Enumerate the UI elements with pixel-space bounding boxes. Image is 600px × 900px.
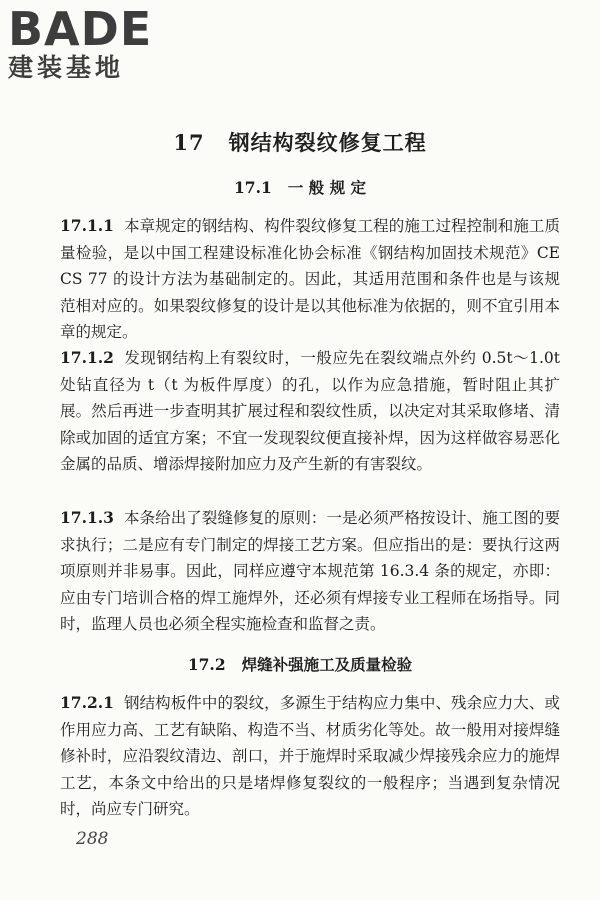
section-number: 17.2 xyxy=(187,655,226,674)
logo xyxy=(8,2,153,82)
clause-text: 发现钢结构上有裂纹时，一般应先在裂纹端点外约 0.5t～1.0t 处钻直径为 t（t 为板件厚度）的孔，以作为应急措施，暂时阻止其扩展。然后再进一步查明其扩展过程和裂纹性质，以决定对其采取修堵、清除或加固的适宜方案；不宜一发现裂纹便直接补焊，因为这样做容易恶化金属的品质、增添焊接附加应力及产生新的有害裂纹。 xyxy=(60,349,560,473)
clause-number: 17.2.1 xyxy=(60,693,114,712)
clause-17-1-1 xyxy=(60,213,560,346)
section-number: 17.1 xyxy=(234,178,272,197)
chapter-title-text: 钢结构裂纹修复工程 xyxy=(228,130,427,155)
section-title-text: 焊缝补强施工及质量检验 xyxy=(241,655,413,674)
clause-text: 本章规定的钢结构、构件裂纹修复工程的施工过程控制和施工质量检验，是以中国工程建设标准化协会标准《钢结构加固技术规范》CECS 77 的设计方法为基础制定的。因此，其适用范围和条件也是与该规范相对应的。如果裂纹修复的设计是以其他标准为依据的，则不宜引用本章的规定。 xyxy=(60,217,560,341)
chapter-number: 17 xyxy=(173,130,205,155)
section-title-17-2 xyxy=(0,654,600,676)
section-title-text: 一 般 规 定 xyxy=(287,178,366,197)
page-number: 288 xyxy=(76,829,109,849)
clause-17-2-1 xyxy=(60,690,560,823)
clause-number: 17.1.3 xyxy=(60,508,114,527)
clause-17-1-2 xyxy=(60,345,560,478)
clause-number: 17.1.1 xyxy=(60,216,114,235)
clause-17-1-3 xyxy=(60,505,560,638)
logo-word: BADE xyxy=(8,2,153,56)
clause-text: 本条给出了裂缝修复的原则：一是必须严格按设计、施工图的要求执行；二是应有专门制定的焊接工艺方案。但应指出的是：要执行这两项原则并非易事。因此，同样应遵守本规范第 16.3.4 条的规定，亦即：应由专门培训合格的焊工施焊外，还必须有焊接专业工程师在场指导。同时，监理人员也必须全程实施检查和监督之责。 xyxy=(60,509,560,633)
section-title-17-1 xyxy=(0,177,600,199)
logo-subtitle: 建装基地 xyxy=(8,53,125,82)
chapter-title xyxy=(0,129,600,157)
clause-text: 钢结构板件中的裂纹，多源生于结构应力集中、残余应力大、或作用应力高、工艺有缺陷、构造不当、材质劣化等处。故一般用对接焊缝修补时，应沿裂纹清边、剖口，并于施焊时采取减少焊接残余应力的施焊工艺，本条文中给出的只是堵焊修复裂纹的一般程序；当遇到复杂情况时，尚应专门研究。 xyxy=(60,694,560,818)
clause-number: 17.1.2 xyxy=(60,348,114,367)
